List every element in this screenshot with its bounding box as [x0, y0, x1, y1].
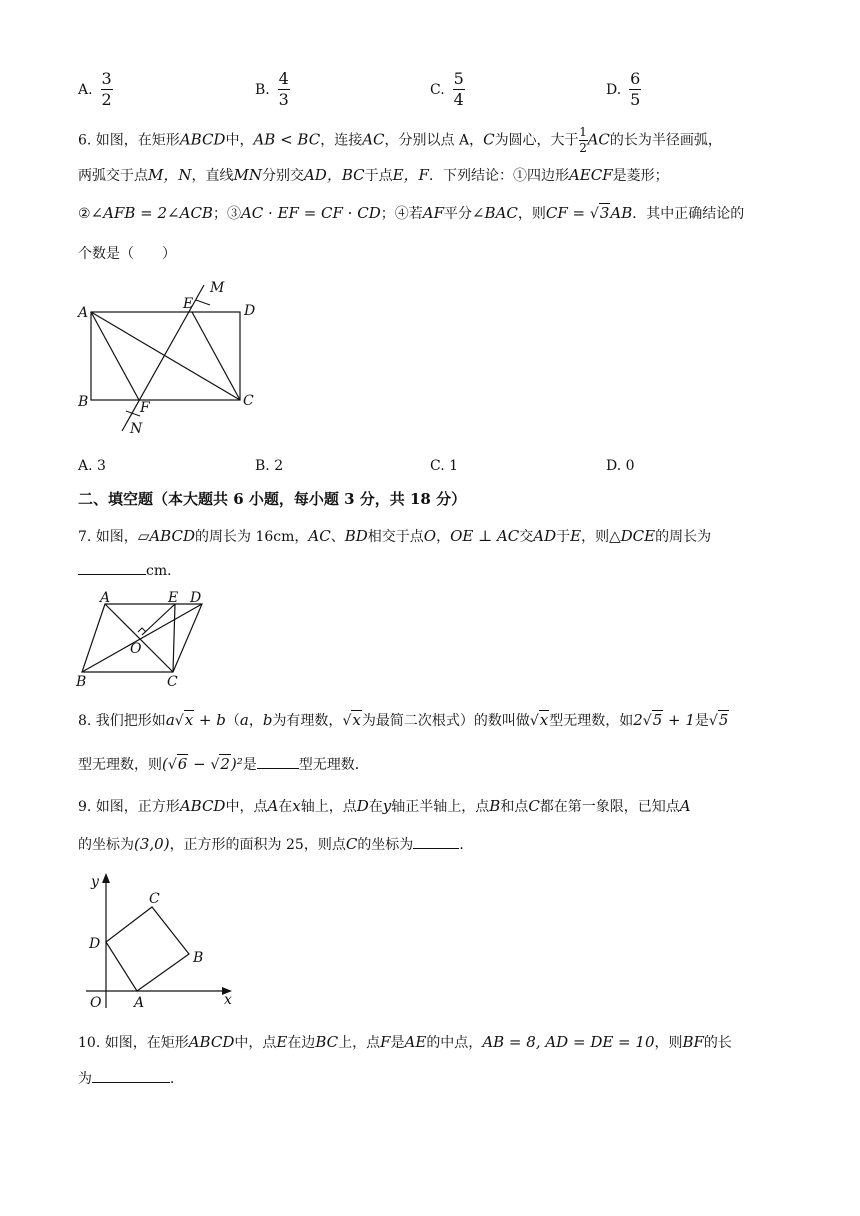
label-b: B [193, 950, 204, 966]
text: ． [459, 837, 474, 853]
text: 为圆心，大于 [494, 132, 579, 149]
y-axis-arrow [102, 873, 110, 883]
math: MN [233, 166, 262, 184]
math: + 1 [663, 711, 695, 729]
q9-line-1 [78, 796, 691, 816]
radicand: 5 [718, 711, 729, 729]
radicand: 6 [177, 755, 188, 773]
denominator: 5 [630, 90, 641, 109]
text: 和点 [500, 799, 529, 815]
math: (3,0) [134, 835, 170, 853]
answer-blank[interactable] [413, 834, 459, 849]
math: AD [533, 527, 557, 545]
math: + b [194, 711, 226, 729]
text: 型无理数，则 [78, 757, 162, 773]
math: ABCD [179, 130, 226, 149]
fraction [278, 70, 290, 109]
text: 交 [519, 529, 534, 545]
math: C [345, 835, 358, 853]
denominator: 4 [453, 90, 464, 109]
answer-c: C. 1 [430, 458, 459, 474]
diagonal-ac [105, 604, 173, 672]
math: F [380, 1033, 391, 1051]
text: 于 [556, 529, 571, 545]
label-c: C [149, 891, 160, 907]
fraction [453, 70, 465, 109]
math: )² [230, 755, 243, 773]
math: 2 [633, 711, 643, 729]
text: 平分 [443, 206, 472, 222]
math: A [267, 797, 279, 815]
text: 、 [330, 529, 345, 545]
math: BF [682, 1033, 704, 1051]
answer-b: B. 2 [255, 458, 284, 474]
math: △DCE [609, 527, 656, 545]
segment-ec [173, 604, 175, 672]
math: x [292, 797, 301, 815]
math: O [423, 527, 437, 545]
math: a [165, 711, 175, 729]
text: 相交于点 [367, 529, 424, 545]
text: 为有理数， [272, 713, 343, 729]
math: A [679, 797, 691, 815]
text: cm． [146, 563, 182, 579]
label-d: D [89, 936, 101, 952]
text: 都在第一象限，已知点 [539, 799, 680, 815]
text: 的周长为 [655, 529, 712, 545]
label-b: B [78, 394, 89, 410]
text: 的坐标为 [78, 837, 134, 853]
label-e: E [168, 590, 179, 606]
text: ；③ [212, 206, 241, 222]
q10-line-1 [78, 1032, 732, 1052]
section-heading: 二、填空题（本大题共 6 小题，每小题 3 分，共 18 分） [78, 490, 467, 508]
radicand: 3 [599, 204, 610, 222]
sqrt-sign: √ [342, 713, 352, 729]
math: E [276, 1033, 288, 1051]
math: AC [308, 527, 331, 545]
label-o: O [90, 995, 102, 1011]
text: ，则 [581, 529, 610, 545]
text: 的长 [703, 1035, 732, 1051]
option-letter: C. [430, 81, 445, 98]
text: 6. 如图，在矩形 [78, 132, 180, 149]
text: 9. 如图，正方形 [78, 799, 180, 815]
text: 为最简二次根式）的数叫做 [361, 713, 530, 729]
radicand: x [184, 711, 194, 729]
text: 上，点 [338, 1035, 381, 1051]
q7-line-2 [78, 560, 181, 580]
math: D [356, 797, 369, 815]
q8-line-2 [78, 754, 369, 774]
math: AB [610, 204, 633, 222]
q6-line-2 [78, 164, 669, 185]
math: CF = [545, 204, 590, 222]
radicand: 5 [652, 711, 663, 729]
fraction [101, 70, 113, 109]
math: C [528, 797, 540, 815]
label-n: N [130, 421, 143, 437]
text: 的坐标为 [357, 837, 414, 853]
label-o: O [130, 641, 142, 657]
math: AC [362, 130, 385, 149]
sqrt-sign: √ [167, 757, 177, 773]
math: M，N [148, 166, 192, 184]
text: ．其中正确结论的 [632, 206, 745, 222]
math: AB < BC [253, 130, 321, 149]
text: 8. 我们把形如 [78, 713, 166, 729]
sqrt-sign: √ [642, 713, 652, 729]
math: ( [162, 755, 168, 773]
text: ，则 [517, 206, 546, 222]
fraction [579, 126, 588, 155]
numerator: 1 [579, 125, 587, 139]
label-d: D [244, 303, 256, 319]
math: ABCD [188, 1033, 235, 1051]
answer-blank[interactable] [257, 754, 299, 769]
q9-figure [72, 868, 242, 1016]
text: 的长为半径画弧， [609, 132, 722, 149]
math: E，F [392, 166, 429, 184]
math: B [489, 797, 501, 815]
q7-figure [72, 588, 212, 688]
q7-line-1 [78, 526, 711, 546]
q6-figure [70, 275, 270, 440]
label-m: M [210, 280, 225, 296]
text: 两弧交于点 [78, 168, 148, 184]
radicand: 2 [220, 755, 230, 773]
numerator: 4 [278, 69, 289, 88]
math: AC [587, 130, 610, 149]
radicand: x [352, 711, 361, 729]
diagonal-bd [82, 604, 202, 672]
sqrt-sign: √ [708, 713, 718, 729]
numerator: 3 [101, 69, 112, 88]
text: 分别交 [261, 168, 304, 184]
q6-line-1 [78, 126, 722, 155]
text: ，则 [654, 1035, 683, 1051]
math: OE ⊥ AC [450, 527, 520, 545]
label-a: A [100, 590, 111, 606]
text: 是菱形； [612, 168, 669, 184]
label-f: F [140, 400, 150, 416]
math: E [570, 527, 582, 545]
text: 于点 [364, 168, 393, 184]
text: ． [170, 1071, 184, 1087]
text: 在边 [287, 1035, 316, 1051]
label-c: C [167, 674, 178, 688]
math: AD，BC [303, 166, 365, 184]
option-a [78, 70, 113, 109]
text: 的周长为 16cm， [195, 529, 309, 545]
label-d: D [190, 590, 202, 606]
numerator: 5 [453, 69, 464, 88]
math: AF [422, 204, 444, 222]
q10-line-2 [78, 1068, 184, 1088]
sqrt-sign: √ [589, 206, 599, 222]
math: AECF [568, 166, 613, 184]
math: ▱ABCD [137, 527, 195, 545]
label-c: C [243, 393, 254, 409]
math: − [188, 755, 211, 773]
q9-line-2 [78, 834, 473, 854]
text: 为 [78, 1071, 92, 1087]
radicand: x [539, 711, 549, 729]
text: ， [248, 713, 263, 729]
q6-line-3 [78, 203, 744, 223]
diagonal-ac [91, 312, 240, 400]
math: BD [344, 527, 368, 545]
answer-a: A. 3 [78, 458, 106, 474]
text: 型无理数． [298, 757, 369, 773]
text: ，正方形的面积为 25，则点 [169, 837, 346, 853]
segment-oe [142, 604, 175, 635]
option-c [430, 70, 465, 109]
option-b [255, 70, 290, 109]
denominator: 2 [101, 90, 112, 109]
text: 10. 如图，在矩形 [78, 1035, 189, 1051]
right-angle-mark [138, 628, 146, 632]
square-abcd [106, 907, 189, 991]
text: 轴正半轴上，点 [391, 799, 490, 815]
math: AB = 8, AD = DE = 10 [482, 1033, 655, 1051]
label-x: x [224, 992, 232, 1008]
q6-line-4: 个数是（ ） [78, 246, 176, 262]
math: y [382, 797, 392, 815]
math: BC [315, 1033, 339, 1051]
math: AE [404, 1033, 427, 1051]
text: ，连接 [320, 132, 363, 149]
text: ② [78, 206, 91, 222]
option-letter: B. [255, 81, 270, 98]
text: 中， [225, 132, 254, 149]
sqrt-sign: √ [529, 713, 539, 729]
numerator: 6 [630, 69, 641, 88]
text: ，分别以点 A， [384, 132, 484, 149]
text: ；④若 [380, 206, 423, 222]
answer-d: D. 0 [606, 458, 635, 474]
text: ， [436, 529, 451, 545]
segment-af [91, 312, 139, 400]
math: AC · EF = CF · CD [240, 204, 381, 222]
text: 轴上，点 [300, 799, 357, 815]
sqrt-sign: √ [210, 757, 220, 773]
text: ，直线 [191, 168, 234, 184]
text: 是 [694, 713, 709, 729]
text: ．下列结论：①四边形 [428, 168, 569, 184]
math: b [262, 711, 273, 729]
text: 是 [242, 757, 257, 773]
q8-line-1 [78, 710, 729, 730]
answer-blank[interactable] [92, 1068, 170, 1083]
segment-ec [192, 312, 240, 400]
label-a: A [78, 305, 89, 321]
label-b: B [76, 674, 87, 688]
option-d [606, 70, 641, 109]
answer-blank[interactable] [78, 560, 146, 575]
text: 是 [390, 1035, 405, 1051]
denominator: 3 [278, 90, 289, 109]
fraction [629, 70, 641, 109]
text: 在 [278, 799, 293, 815]
text: 的中点， [426, 1035, 483, 1051]
math: ∠BAC [471, 204, 518, 222]
math: C [483, 130, 495, 149]
text: 7. 如图， [78, 529, 138, 545]
label-y: y [91, 874, 99, 890]
text: 在 [368, 799, 383, 815]
arc-mark-m [196, 300, 210, 305]
option-letter: A. [78, 81, 93, 98]
math: ∠AFB = 2∠ACB [90, 204, 213, 222]
text: 中，点 [234, 1035, 277, 1051]
text: （ [225, 713, 240, 729]
text: 中，点 [225, 799, 268, 815]
option-letter: D. [606, 81, 622, 98]
label-e: E [183, 296, 194, 312]
math: ABCD [179, 797, 226, 815]
label-a: A [134, 995, 145, 1011]
sqrt-sign: √ [174, 713, 184, 729]
denominator: 2 [579, 141, 587, 155]
text: 型无理数，如 [549, 713, 634, 729]
math: a [239, 711, 249, 729]
